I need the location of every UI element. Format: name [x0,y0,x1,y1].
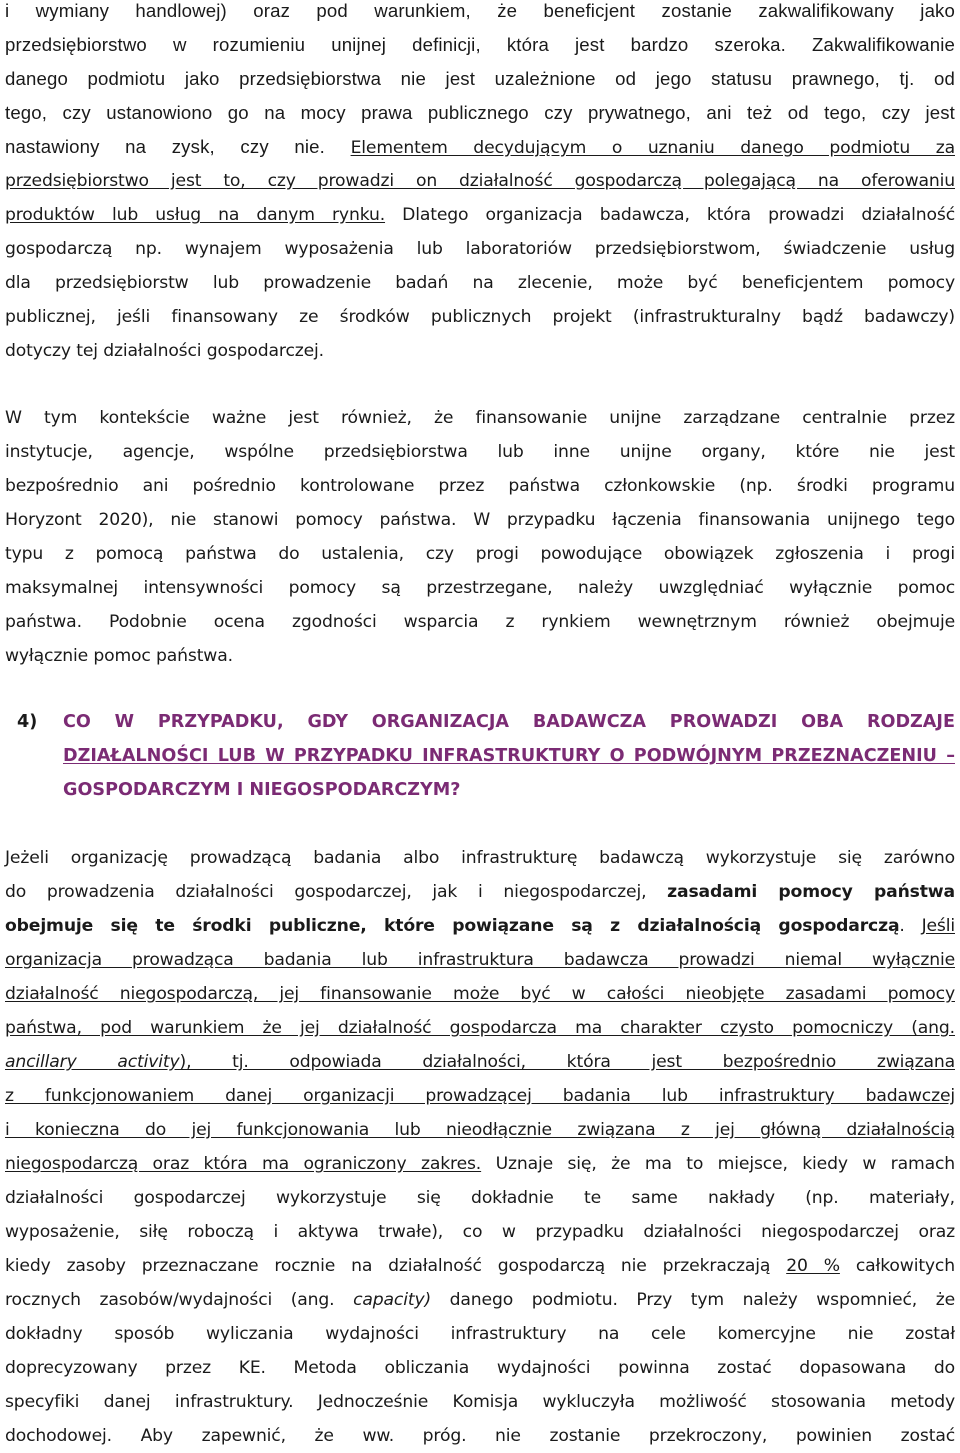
p1-line-5-plain: nastawiony na zysk, czy nie. [5,136,325,157]
p2-line-8: wyłącznie pomoc państwa. [5,646,233,666]
p3-line-12: wyposażenie, siłę roboczą i aktywa trwałe), co w przypadku działalności niegospodarczej oraz [5,1222,955,1242]
p3-line-13-plain: kiedy zasoby przeznaczane rocznie na działalność gospodarczą nie przekraczają [5,1256,787,1276]
p1-line-1: i wymiany handlowej) oraz pod warunkiem, że beneficjent zostanie zakwalifikowany jako [5,0,955,21]
section-heading-line-1: CO W PRZYPADKU, GDY ORGANIZACJA BADAWCZA PROWADZI OBA RODZAJE [63,712,955,732]
p1-line-5-underlined: Elementem decydującym o uznaniu danego podmiotu za [350,138,955,158]
p2-line-2: instytucje, agencje, wspólne przedsiębiorstwa lub inne unijne organy, które nie jest [5,442,955,462]
p1-line-3: danego podmiotu jako przedsiębiorstwa nie jest uzależnione od jego statusu prawnego, tj. od [5,68,955,89]
section-number: 4) [17,712,38,732]
p3-line-13-end: całkowitych [839,1256,955,1276]
p3-line-10-underlined: niegospodarczą oraz która ma ograniczony zakres. [5,1154,482,1174]
p3-line-14-italic: capacity) [353,1290,432,1310]
p1-line-5 [5,130,955,164]
p2-line-5: typu z pomocą państwa do ustalenia, czy progi powodujące obowiązek zgłoszenia i progi [5,544,955,564]
p1-line-8: gospodarczą np. wynajem wyposażenia lub laboratoriów przedsiębiorstwom, świadczenie usług [5,239,955,259]
p3-line-17: specyfiki danej infrastruktury. Jednocześnie Komisja wykluczyła możliwość stosowania metody [5,1392,955,1412]
p1-line-4: tego, czy ustanowiono go na mocy prawa publicznego czy prywatnego, ani też od tego, czy jest [5,102,955,123]
p3-line-9: i konieczna do jej funkcjonowania lub nieodłącznie związana z jej główną działalnością [5,1120,955,1140]
p3-line-11: działalności gospodarczej wykorzystuje się dokładnie te same nakłady (np. materiały, [5,1188,955,1208]
p1-line-11: dotyczy tej działalności gospodarczej. [5,341,324,361]
p3-line-15: dokładny sposób wyliczania wydajności infrastruktury na cele komercyjne nie został [5,1324,955,1344]
p3-line-7-italic: ancillary activity [5,1052,180,1072]
p3-line-14-end: danego podmiotu. Przy tym należy wspomnieć, że [431,1290,955,1310]
p3-line-2 [5,875,955,909]
p1-line-7 [5,198,955,232]
p3-line-7-rest: ), tj. odpowiada działalności, która jest bezpośrednio związana [179,1052,955,1072]
p3-line-10 [5,1147,955,1181]
p3-line-8: z funkcjonowaniem danej organizacji prowadzącej badania lub infrastruktury badawczej [5,1086,955,1106]
p2-line-7: państwa. Podobnie ocena zgodności wsparcia z rynkiem wewnętrznym również obejmuje [5,612,955,632]
p3-line-10-plain: Uznaje się, że ma to miejsce, kiedy w ramach [481,1154,955,1174]
p3-line-1: Jeżeli organizację prowadzącą badania albo infrastrukturę badawczą wykorzystuje się zarówno [5,848,955,868]
p1-line-2: przedsiębiorstwo w rozumieniu unijnej definicji, która jest bardzo szeroka. Zakwalifikowanie [5,34,955,55]
p3-line-3-bold: obejmuje się te środki publiczne, które powiązane są z działalnością gospodarczą [5,916,900,936]
p3-line-13 [5,1249,955,1283]
p3-line-2-bold: zasadami pomocy państwa [667,882,955,902]
p3-line-3-plain: . [899,916,922,936]
p3-line-5: działalność niegospodarczą, jej finansowanie może być w całości nieobjęte zasadami pomocy [5,984,955,1004]
p2-line-4: Horyzont 2020), nie stanowi pomocy państwa. W przypadku łączenia finansowania unijnego tego [5,510,955,530]
section-heading-line-2: DZIAŁALNOŚCI LUB W PRZYPADKU INFRASTRUKTURY O PODWÓJNYM PRZEZNACZENIU – [63,746,955,766]
p3-line-14-plain: rocznych zasobów/wydajności (ang. [5,1290,354,1310]
p1-line-7-underlined: produktów lub usług na danym rynku. [5,205,386,225]
p3-line-16: doprecyzowany przez KE. Metoda obliczania wydajności powinna zostać dopasowana do [5,1358,955,1378]
p3-line-6: państwa, pod warunkiem że jej działalność gospodarcza ma charakter czysto pomocniczy (ang. [5,1018,955,1038]
p3-line-2-plain: do prowadzenia działalności gospodarczej, jak i niegospodarczej, [5,882,668,902]
p3-line-7 [5,1045,955,1079]
p3-line-3 [5,909,955,943]
p3-line-3-underlined: Jeśli [921,916,955,936]
p2-line-1: W tym kontekście ważne jest również, że finansowanie unijne zarządzane centralnie przez [5,408,955,428]
p1-line-6: przedsiębiorstwo jest to, czy prowadzi on działalność gospodarczą polegającą na oferowaniu [5,171,955,191]
p3-line-13-percent: 20 % [786,1256,840,1276]
p3-line-18: dochodowej. Aby zapewnić, że ww. próg. nie zostanie przekroczony, powinien zostać [5,1426,955,1446]
p1-line-9: dla przedsiębiorstw lub prowadzenie badań na zlecenie, może być beneficjentem pomocy [5,273,955,293]
p3-line-4: organizacja prowadząca badania lub infrastruktura badawcza prowadzi niemal wyłącznie [5,950,955,970]
p2-line-6: maksymalnej intensywności pomocy są przestrzegane, należy uwzględniać wyłącznie pomoc [5,578,955,598]
p2-line-3: bezpośrednio ani pośrednio kontrolowane przez państwa członkowskie (np. środki programu [5,476,955,496]
section-heading-line-3: GOSPODARCZYM I NIEGOSPODARCZYM? [63,780,461,800]
p3-line-14 [5,1283,955,1317]
p1-line-7-plain: Dlatego organizacja badawcza, która prowadzi działalność [385,205,956,225]
p1-line-10: publicznej, jeśli finansowany ze środków publicznych projekt (infrastrukturalny bądź badawczy) [5,307,955,327]
